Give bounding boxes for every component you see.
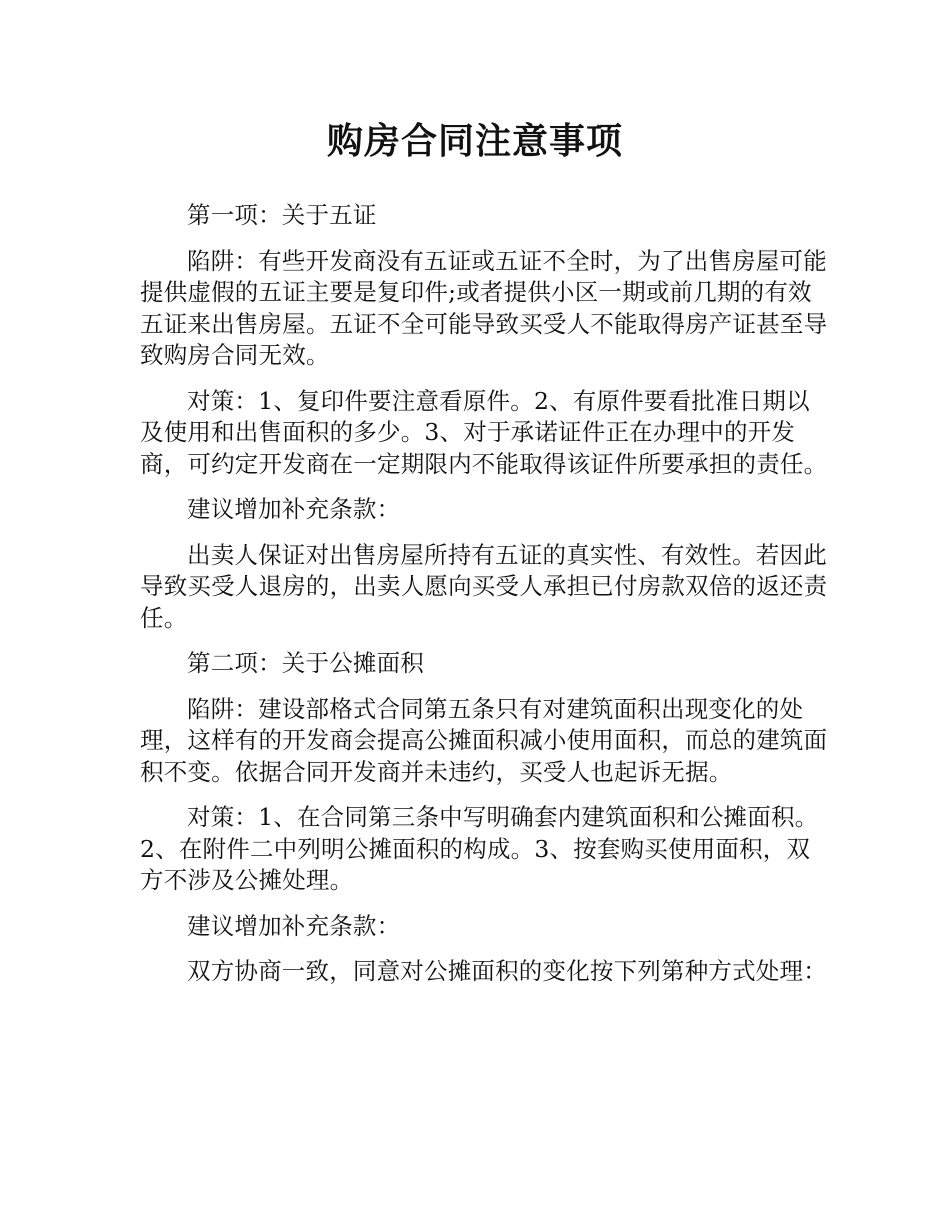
subheading-supplementary-clause: 建议增加补充条款： <box>187 911 401 940</box>
paragraph-clause-shared-area: 双方协商一致，同意对公摊面积的变化按下列第种方式处理： <box>187 957 827 985</box>
paragraph-clause-five-certificates: 出卖人保证对出售房屋所持有五证的真实性、有效性。若因此导致买受人退房的，出卖人愿向买受人承担已付房款双倍的返还责任。 <box>140 540 828 632</box>
subheading-supplementary-clause: 建议增加补充条款： <box>187 495 401 523</box>
section-heading-five-certificates: 第一项：关于五证 <box>187 201 377 229</box>
document-body <box>140 200 830 1002</box>
paragraph-trap-shared-area: 陷阱：建设部格式合同第五条只有对建筑面积出现变化的处理，这样有的开发商会提高公摊面积减小使用面积，而总的建筑面积不变。依据合同开发商并未违约，买受人也起诉无据。 <box>140 694 828 786</box>
paragraph-trap-five-certificates: 陷阱：有些开发商没有五证或五证不全时，为了出售房屋可能提供虚假的五证主要是复印件;或者提供小区一期或前几期的有效五证来出售房屋。五证不全可能导致买受人不能取得房产证甚至导致购房合同无效。 <box>140 246 828 369</box>
paragraph-countermeasure-shared-area: 对策：1、在合同第三条中写明确套内建筑面积和公摊面积。2、在附件二中列明公摊面积的构成。3、按套购买使用面积，双方不涉及公摊处理。 <box>140 803 819 894</box>
document-title: 购房合同注意事项 <box>326 121 623 162</box>
paragraph-countermeasure-five-certificates: 对策：1、复印件要注意看原件。2、有原件要看批准日期以及使用和出售面积的多少。3、对于承诺证件正在办理中的开发商，可约定开发商在一定期限内不能取得该证件所要承担的责任。 <box>140 386 828 478</box>
section-heading-shared-area: 第二项：关于公摊面积 <box>187 649 424 677</box>
